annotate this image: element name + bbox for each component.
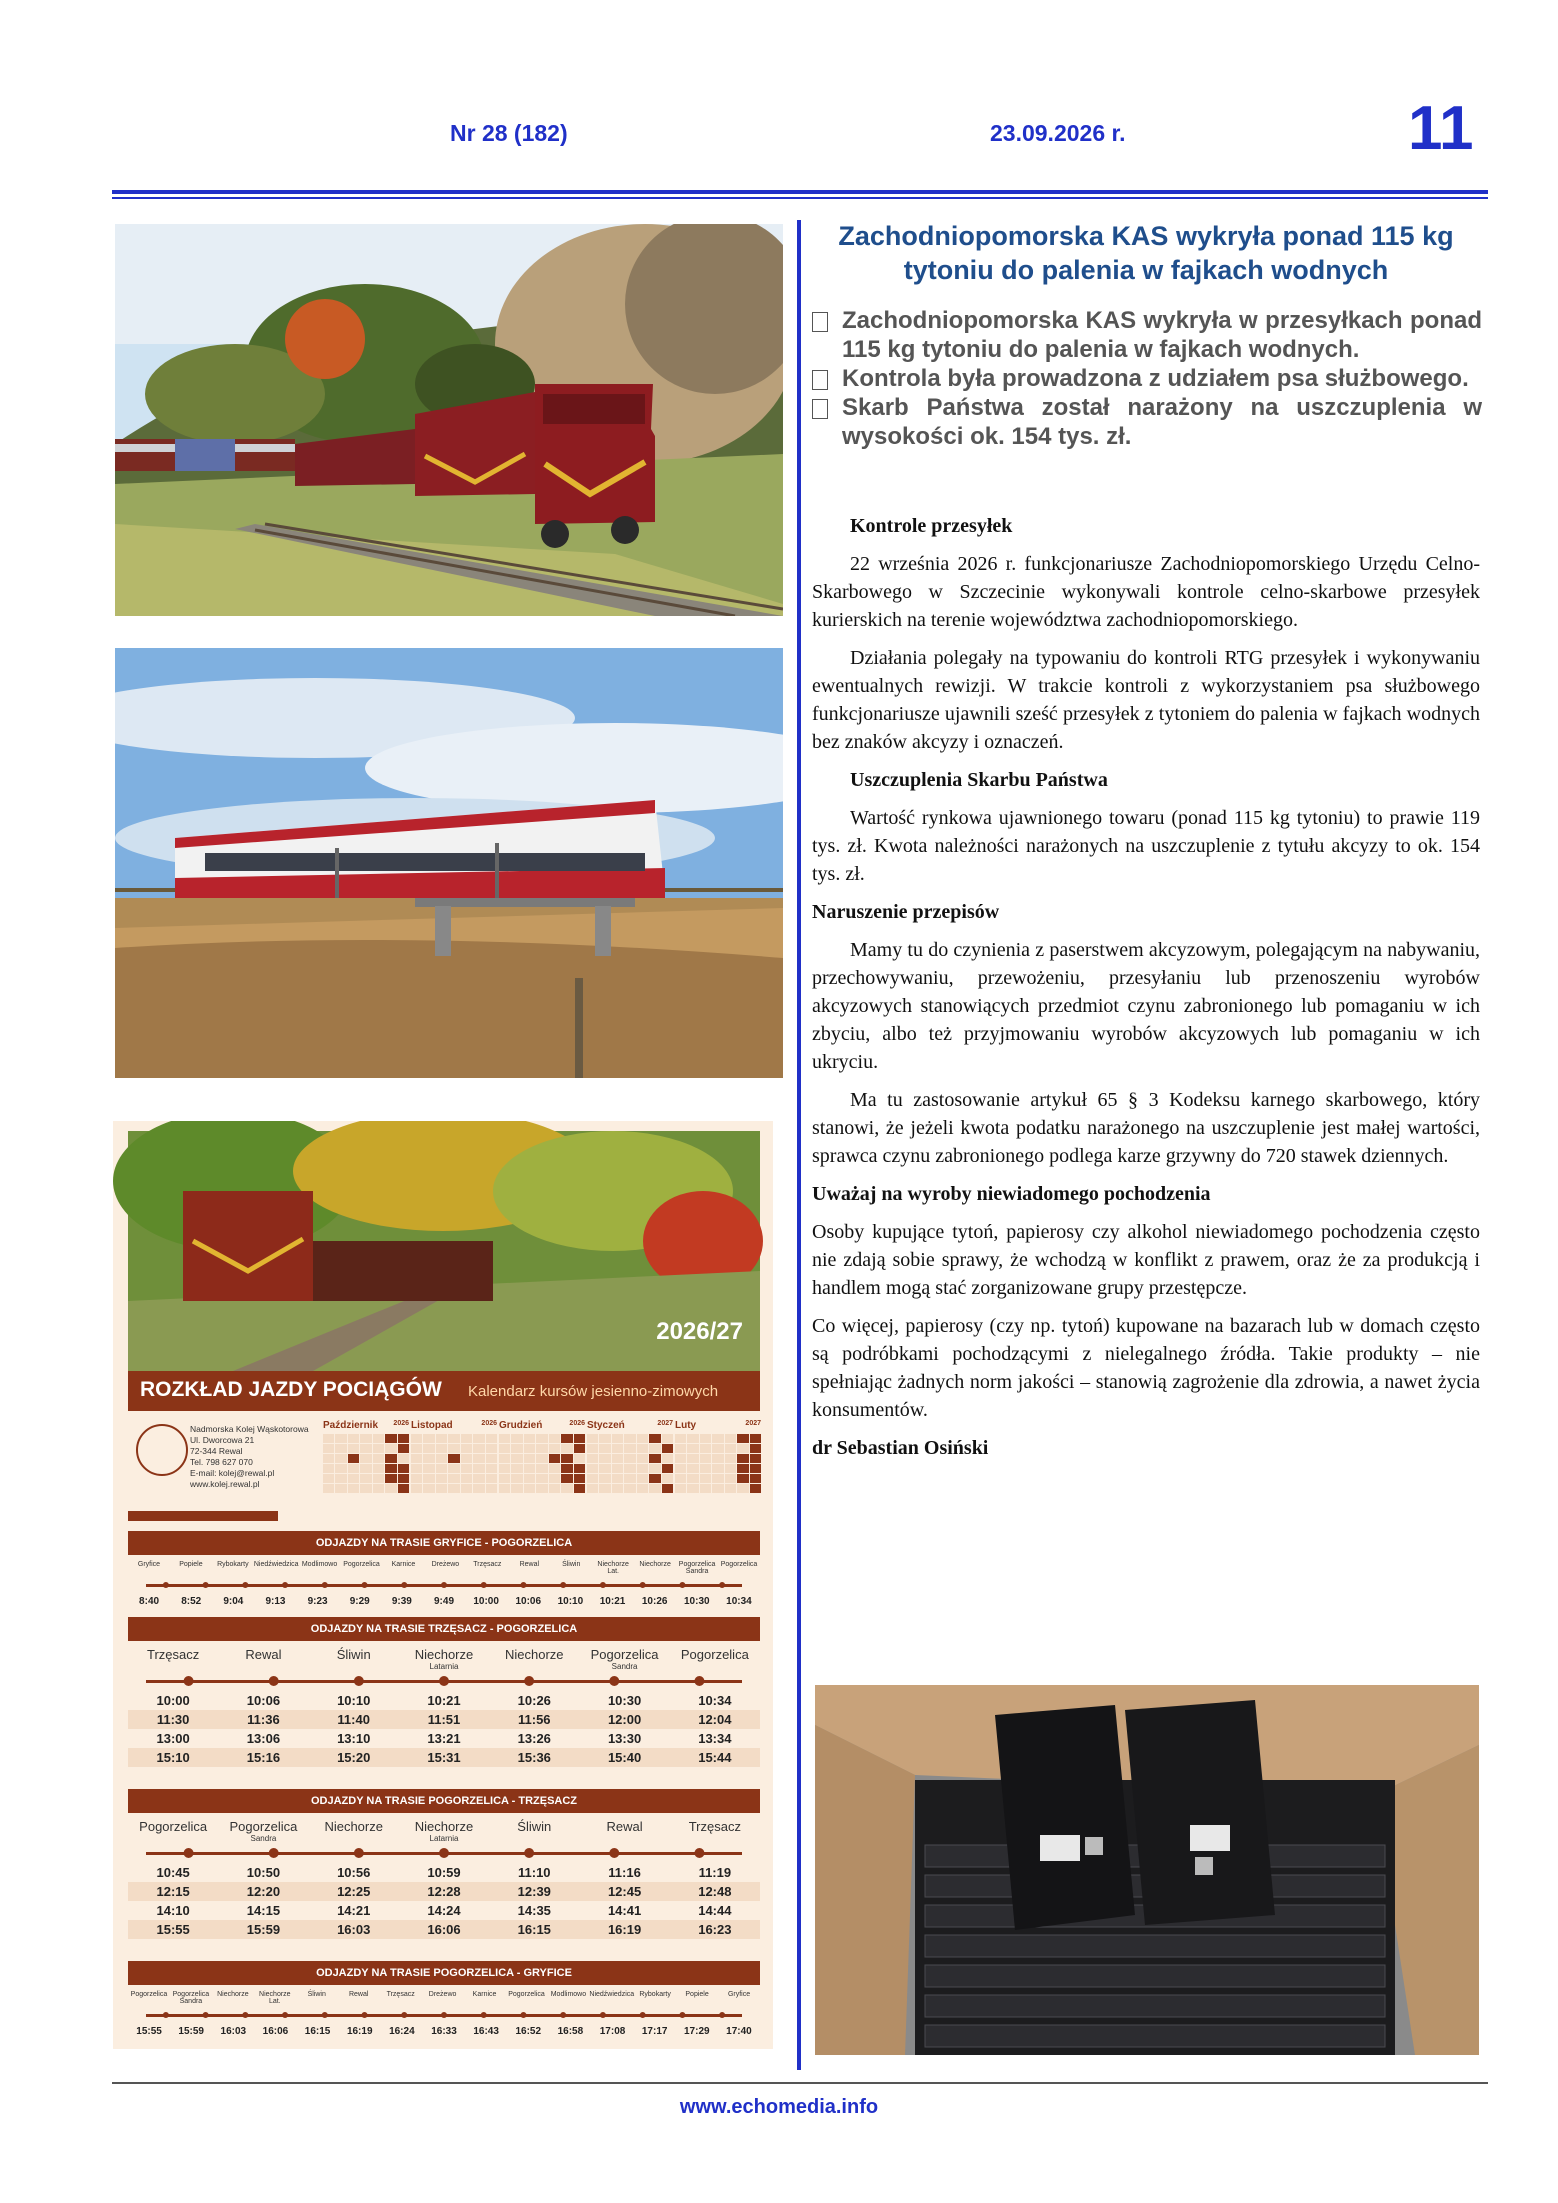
- station-dot: [354, 1676, 364, 1686]
- station-dot: [640, 2012, 646, 2018]
- departure-time: 13:00: [156, 1731, 190, 1746]
- departure-time: 10:10: [337, 1693, 371, 1708]
- section-heading: Naruszenie przepisów: [812, 901, 1000, 923]
- paragraph: Wartość rynkowa ujawnionego towaru (ponad 115 kg tytoniu) to prawie 119 tys. zł. Kwota należności narażonych na uszczuplenie z tytułu akcyzy to ok. 154 tys. zł.: [812, 807, 1480, 885]
- station-dot: [282, 2012, 288, 2018]
- timetable-row: [128, 1748, 760, 1767]
- departure-time: 16:03: [337, 1922, 371, 1937]
- station-dot: [481, 2012, 487, 2018]
- station-dot: [694, 1848, 704, 1858]
- poster-banner: [128, 1371, 760, 1411]
- departure-time: 9:49: [433, 1596, 454, 1607]
- departure-time: 16:24: [389, 2026, 415, 2037]
- departure-time: 12:45: [607, 1884, 642, 1899]
- departure-time: 10:45: [156, 1865, 190, 1880]
- departure-time: 15:31: [427, 1750, 461, 1765]
- calendar-month-year: 2026: [481, 1420, 497, 1427]
- station-dot: [560, 2012, 566, 2018]
- departure-time: 10:06: [246, 1693, 281, 1708]
- header-rule-bottom: [112, 197, 1488, 199]
- departure-time: 11:30: [156, 1712, 190, 1727]
- departure-time: 11:10: [518, 1865, 551, 1880]
- station-name: Karnice: [391, 1561, 416, 1568]
- station-dot: [520, 1582, 526, 1588]
- departure-time: 10:34: [698, 1693, 732, 1708]
- departure-time: 8:52: [181, 1596, 202, 1607]
- departure-time: 15:16: [246, 1750, 281, 1765]
- station-dot: [401, 1582, 407, 1588]
- poster-year: 2026/27: [656, 1318, 743, 1345]
- timetable-row: [128, 1710, 760, 1729]
- article-body: [812, 512, 1480, 1472]
- photo-tobacco-box: [815, 1685, 1479, 2055]
- station-name: Rewal: [519, 1561, 540, 1568]
- article-bullets: [810, 306, 1482, 451]
- station-dot: [269, 1676, 279, 1686]
- checkbox-bullet-icon: [812, 399, 828, 419]
- departure-time: 14:35: [517, 1903, 551, 1918]
- departure-time: 15:20: [337, 1750, 371, 1765]
- station-name: Pogorzelica Sandra: [229, 1819, 298, 1843]
- paragraph: Co więcej, papierosy (czy np. tytoń) kupowane na bazarach lub w domach często są podróbkami pochodzącymi z nielegalnego źródła. Takie produkty – nie spełniając żadnych norm jakości – stanowią zagrożenie dla zdrowia, a nawet życia konsumentów.: [812, 1315, 1480, 1421]
- departure-time: 16:06: [427, 1922, 461, 1937]
- calendar-month: [675, 1420, 761, 1516]
- station-name: Śliwin: [336, 1647, 371, 1662]
- paragraph: 22 września 2026 r. funkcjonariusze Zachodniopomorskiego Urzędu Celno-Skarbowego w Szczecinie wykonywali kontrole celno-skarbowe przesyłek kurierskich na terenie województwa zachodniopomorskiego.: [812, 553, 1480, 631]
- calendar-month-year: 2026: [393, 1420, 409, 1427]
- station-dot: [242, 2012, 248, 2018]
- station-name: Niechorze Lat.: [597, 1561, 629, 1575]
- station-name: Śliwin: [517, 1819, 552, 1834]
- station-name: Niechorze: [217, 1991, 249, 1998]
- railway-logo-icon: [136, 1424, 188, 1476]
- station-name: Gryfice: [727, 1991, 751, 1998]
- timetable-poster: [113, 1121, 773, 2049]
- station-dot: [242, 1582, 248, 1588]
- station-dot: [203, 1582, 209, 1588]
- station-name: Pogorzelica: [139, 1819, 208, 1834]
- station-dot: [524, 1848, 534, 1858]
- departure-time: 15:55: [156, 1922, 190, 1937]
- station-dot: [609, 1676, 619, 1686]
- station-dot: [694, 1676, 704, 1686]
- departure-time: 17:29: [684, 2026, 710, 2037]
- railway-address: Nadmorska Kolej Wąskotorowa Ul. Dworcowa 21 72-344 Rewal Tel. 798 627 070 E-mail: kolej@rewal.pl www.kolej.rewal.pl: [190, 1424, 309, 1489]
- station-dot: [203, 2012, 209, 2018]
- issue-number: Nr 28 (182): [450, 120, 568, 146]
- route3-title: ODJAZDY NA TRASIE POGORZELICA - TRZĘSACZ: [128, 1789, 760, 1813]
- station-name: Niechorze Latarnia: [414, 1819, 474, 1843]
- station-name: Popiele: [179, 1561, 203, 1568]
- departure-time: 16:15: [304, 2026, 331, 2037]
- station-dot: [609, 1848, 619, 1858]
- calendar-month: [587, 1420, 673, 1516]
- departure-time: 15:55: [136, 2026, 162, 2037]
- departure-time: 13:34: [698, 1731, 732, 1746]
- departure-time: 10:26: [517, 1693, 551, 1708]
- station-name: Śliwin: [562, 1561, 581, 1568]
- paragraph: Ma tu zastosowanie artykuł 65 § 3 Kodeksu karnego skarbowego, który stanowi, że jeżeli kwota podatku narażonego na uszczuplenie jest małej wartości, sprawca czynu zabronionego podlega karze grzywny do 720 stawek dziennych.: [812, 1089, 1480, 1167]
- bullet-item: Zachodniopomorska KAS wykryła w przesyłkach ponad 115 kg tytoniu do palenia w fajkach wodnych.: [810, 306, 1482, 364]
- departure-time: 12:28: [427, 1884, 461, 1899]
- departure-time: 16:15: [517, 1922, 551, 1937]
- departure-time: 10:10: [557, 1596, 584, 1607]
- timetable-row: [128, 1882, 760, 1901]
- route3-timetable: [128, 1819, 760, 1939]
- station-dot: [441, 1582, 447, 1588]
- station-dot: [269, 1848, 279, 1858]
- departure-time: 12:48: [698, 1884, 732, 1899]
- timetable-row: [128, 1691, 760, 1710]
- departure-time: 15:59: [178, 2026, 204, 2037]
- station-dot: [520, 2012, 526, 2018]
- departure-time: 16:06: [262, 2026, 289, 2037]
- station-name: Niedźwiedzica: [253, 1561, 299, 1568]
- departure-time: 11:56: [518, 1712, 551, 1727]
- poster-title: ROZKŁAD JAZDY POCIĄGÓW: [140, 1378, 442, 1401]
- timetable-row: [128, 1920, 760, 1939]
- departure-time: 9:04: [223, 1596, 244, 1607]
- timetable-row: [128, 1595, 760, 1609]
- route1-timetable: [128, 1561, 760, 1609]
- paragraph: Działania polegały na typowaniu do kontroli RTG przesyłek i wykonywaniu ewentualnych rewizji. W trakcie kontroli z wykorzystaniem psa służbowego funkcjonariusze ujawnili sześć przesyłek z tytoniem do palenia w fajkach wodnych bez znaków akcyzy i oznaczeń.: [812, 647, 1480, 753]
- station-name: Śliwin: [307, 1991, 326, 1998]
- departure-time: 11:16: [608, 1865, 641, 1880]
- bullet-item: Skarb Państwa został narażony na uszczuplenia w wysokości ok. 154 tys. zł.: [810, 393, 1482, 451]
- departure-time: 10:30: [607, 1693, 642, 1708]
- route-line: [146, 1673, 742, 1689]
- station-dot: [640, 1582, 646, 1588]
- timetable-row: [128, 1901, 760, 1920]
- departure-time: 10:00: [156, 1693, 190, 1708]
- station-name: Trzęsacz: [147, 1647, 200, 1662]
- footer-url: www.echomedia.info: [679, 2096, 879, 2118]
- station-dot: [719, 1582, 725, 1588]
- poster-info: [128, 1416, 760, 1526]
- article-author: dr Sebastian Osiński: [812, 1437, 989, 1459]
- header-rule-top: [112, 190, 1488, 194]
- departure-time: 12:15: [156, 1884, 190, 1899]
- station-name: Trzęsacz: [688, 1819, 741, 1834]
- station-dot: [439, 1676, 449, 1686]
- departure-time: 16:19: [607, 1922, 642, 1937]
- departure-time: 12:39: [517, 1884, 551, 1899]
- station-name: Popiele: [685, 1991, 709, 1998]
- departure-time: 12:00: [607, 1712, 642, 1727]
- departure-time: 10:56: [337, 1865, 371, 1880]
- departure-time: 15:59: [246, 1922, 281, 1937]
- departure-time: 12:25: [337, 1884, 371, 1899]
- station-name: Rybokarty: [217, 1561, 249, 1568]
- departure-time: 8:40: [139, 1596, 160, 1607]
- departure-time: 15:44: [698, 1750, 732, 1765]
- route2-timetable: [128, 1647, 760, 1767]
- poster-subtitle: Kalendarz kursów jesienno-zimowych: [468, 1383, 719, 1400]
- departure-time: 15:10: [156, 1750, 190, 1765]
- station-name: Trzęsacz: [473, 1561, 502, 1568]
- station-name: Niedźwiedzica: [589, 1991, 635, 1998]
- departure-time: 14:24: [427, 1903, 461, 1918]
- departure-time: 12:20: [246, 1884, 281, 1899]
- departure-time: 14:15: [246, 1903, 281, 1918]
- photo-railcar-bridge: [115, 648, 783, 1078]
- footer-rule: [112, 2082, 1488, 2084]
- departure-time: 16:23: [698, 1922, 732, 1937]
- photo-train-locomotives: [115, 224, 783, 616]
- station-dot: [481, 1582, 487, 1588]
- page-number: 11: [1408, 94, 1474, 163]
- calendar-month-name: Styczeń: [587, 1420, 625, 1431]
- station-name: Niechorze: [639, 1561, 671, 1568]
- departure-time: 9:13: [265, 1596, 286, 1607]
- station-name: Rybokarty: [639, 1991, 671, 1998]
- station-name: Trzęsacz: [386, 1991, 415, 1998]
- departure-time: 10:06: [515, 1596, 542, 1607]
- departure-time: 11:19: [698, 1865, 732, 1880]
- departure-time: 17:40: [726, 2026, 752, 2037]
- checkbox-bullet-icon: [812, 312, 828, 332]
- route4-title: ODJAZDY NA TRASIE POGORZELICA - GRYFICE: [128, 1961, 760, 1985]
- station-name: Pogorzelica: [508, 1991, 545, 1998]
- section-heading: Uszczuplenia Skarbu Państwa: [850, 769, 1108, 791]
- departure-time: 16:52: [515, 2026, 542, 2037]
- station-name: Pogorzelica Sandra: [172, 1991, 210, 2005]
- station-dot: [362, 2012, 368, 2018]
- station-dot: [282, 1582, 288, 1588]
- station-dot: [439, 1848, 449, 1858]
- route-line: [146, 1845, 742, 1861]
- calendar-month-name: Listopad: [411, 1420, 453, 1431]
- route1-title: ODJAZDY NA TRASIE GRYFICE - POGORZELICA: [128, 1531, 760, 1555]
- station-dot: [362, 1582, 368, 1588]
- timetable-row: [128, 2025, 760, 2039]
- departure-time: 13:10: [337, 1731, 371, 1746]
- station-name: Pogorzelica Sandra: [678, 1561, 716, 1575]
- calendar-month: [411, 1420, 497, 1516]
- departure-time: 14:44: [698, 1903, 732, 1918]
- station-dot: [163, 1582, 169, 1588]
- poster-note: [128, 1511, 278, 1521]
- departure-time: 17:17: [641, 2026, 668, 2037]
- calendar-month-name: Luty: [675, 1420, 697, 1431]
- departure-time: 14:10: [156, 1903, 190, 1918]
- departure-time: 10:21: [427, 1693, 461, 1708]
- station-name: Pogorzelica: [680, 1647, 749, 1662]
- route-line: [146, 2007, 742, 2023]
- station-dot: [322, 1582, 328, 1588]
- departure-time: 9:39: [391, 1596, 412, 1607]
- station-name: Rewal: [348, 1991, 369, 1998]
- departure-time: 11:36: [247, 1712, 280, 1727]
- station-name: Pogorzelica: [130, 1991, 168, 1998]
- station-name: Niechorze: [505, 1647, 564, 1662]
- departure-time: 10:30: [684, 1596, 710, 1607]
- departure-time: 13:26: [517, 1731, 551, 1746]
- calendar-month-name: Grudzień: [499, 1420, 543, 1431]
- departure-time: 16:58: [557, 2026, 584, 2037]
- departure-time: 16:33: [431, 2026, 457, 2037]
- departure-time: 11:40: [337, 1712, 370, 1727]
- calendar-month: [499, 1420, 585, 1516]
- station-dot: [354, 1848, 364, 1858]
- station-dot: [184, 1848, 194, 1858]
- station-name: Niechorze Lat.: [259, 1991, 291, 2005]
- station-dot: [600, 1582, 606, 1588]
- calendar-month-name: Październik: [323, 1420, 379, 1431]
- route2-title: ODJAZDY NA TRASIE TRZĘSACZ - POGORZELICA: [128, 1617, 760, 1641]
- route4-timetable: [128, 1991, 760, 2039]
- station-dot: [600, 2012, 606, 2018]
- station-dot: [441, 2012, 447, 2018]
- column-divider: [797, 220, 801, 2070]
- departure-time: 10:50: [246, 1865, 281, 1880]
- calendar-month-year: 2027: [745, 1420, 761, 1427]
- departure-time: 15:36: [517, 1750, 551, 1765]
- departure-time: 10:59: [427, 1865, 461, 1880]
- calendar-month: [323, 1420, 409, 1516]
- section-heading: Uważaj na wyroby niewiadomego pochodzenia: [812, 1183, 1211, 1205]
- departure-time: 16:43: [473, 2026, 499, 2037]
- departure-time: 15:40: [607, 1750, 642, 1765]
- paragraph: Osoby kupujące tytoń, papierosy czy alkohol niewiadomego pochodzenia często nie zdają sobie sprawy, że wchodzą w konflikt z prawem, oraz że za produkcją i handlem mogą stać zorganizowane grupy przestępcze.: [812, 1221, 1480, 1299]
- checkbox-bullet-icon: [812, 370, 828, 390]
- calendar-month-year: 2027: [657, 1420, 673, 1427]
- departure-time: 17:08: [599, 2026, 626, 2037]
- paragraph: Mamy tu do czynienia z paserstwem akcyzowym, polegającym na nabywaniu, przechowywaniu, przewożeniu, przesyłaniu lub przenoszeniu wyrobów akcyzowych stanowiących przedmiot czynu zabronionego lub pomaganiu w ich zbyciu, albo też przyjmowaniu wyrobów akcyzowych lub pomaganiu w ich ukryciu.: [812, 939, 1480, 1073]
- station-name: Modlimowo: [550, 1991, 587, 1998]
- station-name: Dreżewo: [431, 1561, 460, 1568]
- station-dot: [163, 2012, 169, 2018]
- departure-time: 14:21: [337, 1903, 371, 1918]
- station-dot: [560, 1582, 566, 1588]
- timetable-row: [128, 1729, 760, 1748]
- departure-time: 10:00: [473, 1596, 499, 1607]
- departure-time: 13:30: [607, 1731, 642, 1746]
- timetable-row: [128, 1863, 760, 1882]
- station-name: Pogorzelica Sandra: [590, 1647, 659, 1671]
- station-name: Pogorzelica: [720, 1561, 758, 1568]
- station-name: Rewal: [606, 1819, 643, 1834]
- route-line: [146, 1577, 742, 1593]
- departure-time: 9:23: [307, 1596, 328, 1607]
- calendar-month-year: 2026: [569, 1420, 585, 1427]
- departure-time: 11:51: [427, 1712, 461, 1727]
- station-name: Niechorze: [324, 1819, 383, 1834]
- station-name: Rewal: [245, 1647, 282, 1662]
- article-title: Zachodniopomorska KAS wykryła ponad 115 kg tytoniu do palenia w fajkach wodnych: [838, 221, 1454, 285]
- station-name: Dreżewo: [428, 1991, 457, 1998]
- station-dot: [184, 1676, 194, 1686]
- bullet-item: Kontrola była prowadzona z udziałem psa służbowego.: [810, 364, 1482, 393]
- station-name: Gryfice: [137, 1561, 161, 1568]
- station-name: Niechorze Latarnia: [414, 1647, 474, 1671]
- poster-photo: [113, 1121, 773, 1371]
- departure-time: 16:03: [220, 2026, 247, 2037]
- station-dot: [679, 1582, 685, 1588]
- station-dot: [719, 2012, 725, 2018]
- departure-time: 13:21: [427, 1731, 461, 1746]
- departure-time: 10:21: [599, 1596, 626, 1607]
- station-name: Pogorzelica: [343, 1561, 380, 1568]
- station-dot: [401, 2012, 407, 2018]
- departure-time: 10:34: [726, 1596, 752, 1607]
- departure-time: 12:04: [698, 1712, 732, 1727]
- departure-time: 9:29: [349, 1596, 370, 1607]
- station-dot: [322, 2012, 328, 2018]
- section-heading: Kontrole przesyłek: [850, 515, 1013, 537]
- departure-time: 13:06: [246, 1731, 281, 1746]
- issue-date: 23.09.2026 r.: [990, 120, 1126, 146]
- departure-time: 14:41: [607, 1903, 642, 1918]
- station-dot: [679, 2012, 685, 2018]
- departure-time: 10:26: [641, 1596, 668, 1607]
- station-name: Modlimowo: [301, 1561, 338, 1568]
- station-dot: [524, 1676, 534, 1686]
- departure-time: 16:19: [346, 2026, 373, 2037]
- station-name: Karnice: [472, 1991, 497, 1998]
